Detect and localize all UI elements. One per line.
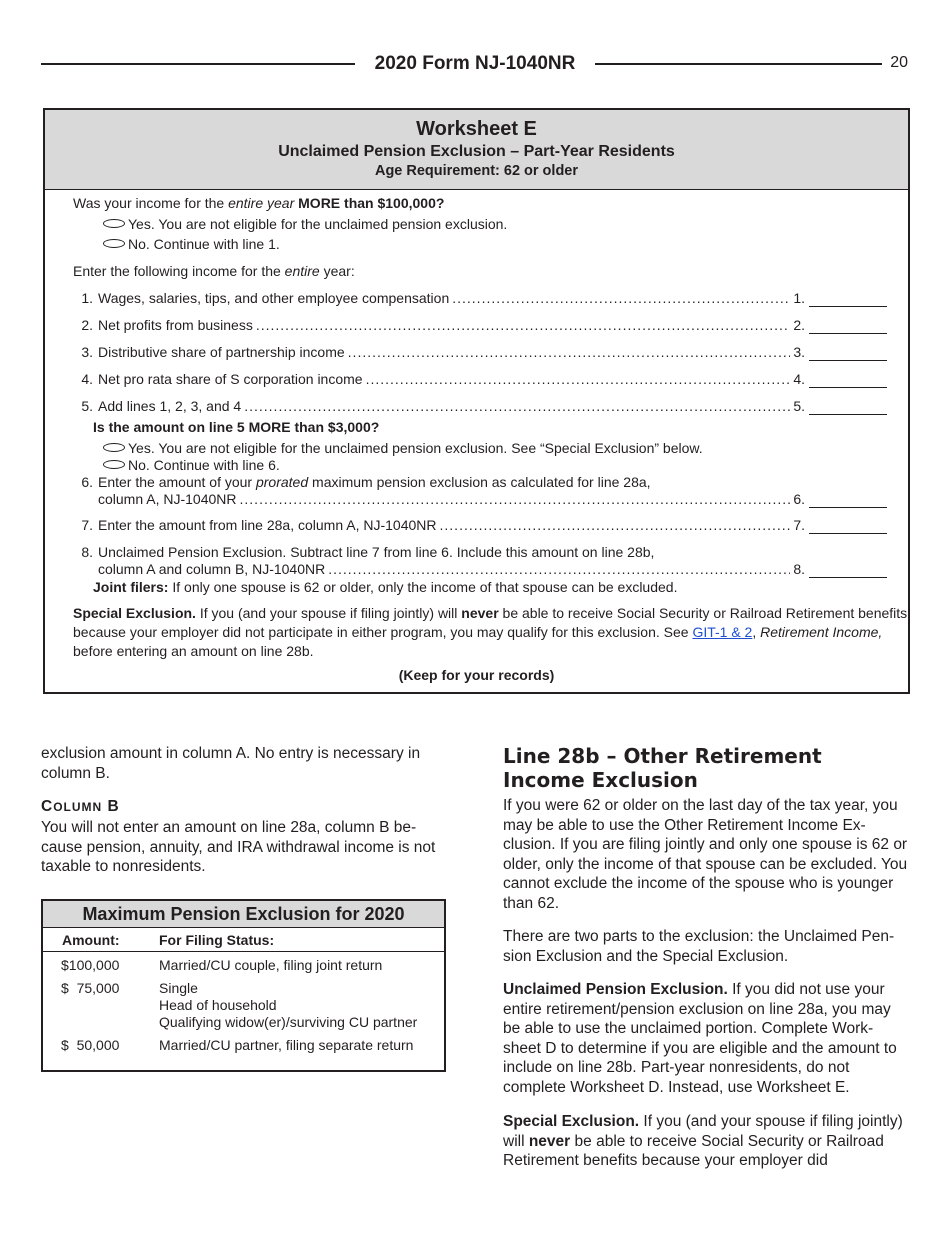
page-number: 20 <box>890 54 908 71</box>
worksheet-line-1: 1. Wages, salaries, tips, and other employee compensation ..... 1. <box>69 290 887 307</box>
right-paragraph-3: Unclaimed Pension Exclusion. If you did not use your entire retirement/pension exclusion on line 28a, you may be able to use the unclaimed portion. Complete Work-sheet D to determine if you are eligible and the amount to include on line 28b. Part-year nonresidents, do not complete Worksheet D. Instead, use Worksheet E. <box>503 981 897 1096</box>
right-paragraph-2: There are two parts to the exclusion: the Unclaimed Pen-sion Exclusion and the Special Exclusion. <box>503 928 895 965</box>
git-link[interactable]: GIT-1 & 2 <box>692 624 753 640</box>
line-6-entry[interactable] <box>809 494 887 508</box>
table-row: $ 50,000 Married/CU partner, filing separate return <box>61 1037 414 1053</box>
worksheet-line-3: 3. Distributive share of partnership income ..... 3. <box>69 344 887 361</box>
enter-income-instruction: Enter the following income for the entire year: <box>73 263 355 279</box>
q1-no-option[interactable]: No. Continue with line 1. <box>103 236 280 253</box>
worksheet-e <box>43 108 910 694</box>
line-1-entry[interactable] <box>809 293 887 307</box>
table-row: $ 75,000 Single Head of household Qualifying widow(er)/surviving CU partner <box>61 980 418 1030</box>
line-3-entry[interactable] <box>809 347 887 361</box>
table-header-row <box>43 928 444 952</box>
line-2-entry[interactable] <box>809 320 887 334</box>
radio-oval-icon[interactable] <box>103 219 125 228</box>
line-8-text: 8. Unclaimed Pension Exclusion. Subtract line 7 from line 6. Include this amount on line 28b, <box>81 544 655 560</box>
worksheet-line-2: 2. Net profits from business ..... 2. <box>69 317 887 334</box>
status-header: For Filing Status: <box>159 932 275 948</box>
line-28b-heading: Line 28b – Other Retirement Income Exclusion <box>503 744 822 792</box>
line-5-question: Is the amount on line 5 MORE than $3,000? <box>93 419 380 435</box>
amount-header: Amount: <box>62 932 120 948</box>
max-pension-table <box>41 899 446 1072</box>
form-title: 2020 Form NJ-1040NR <box>0 53 950 75</box>
radio-oval-icon[interactable] <box>103 239 125 248</box>
keep-for-records: (Keep for your records) <box>398 667 555 683</box>
line-6-text: 6. Enter the amount of your prorated maximum pension exclusion as calculated for line 28a, <box>81 474 651 490</box>
right-paragraph-1: If you were 62 or older on the last day of the tax year, you may be able to use the Other Retirement Income Ex-clusion. If you are filing jointly and only one spouse is 62 or older, only the income of that spouse can be excluded. You cannot exclude the income of the spouse who is younger than 62. <box>503 797 908 912</box>
table-row: $100,000 Married/CU couple, filing joint return <box>61 957 383 973</box>
line-7-entry[interactable] <box>809 520 887 534</box>
radio-oval-icon[interactable] <box>103 460 125 469</box>
table-title: Maximum Pension Exclusion for 2020 <box>43 901 444 928</box>
worksheet-line-6: column A, NJ-1040NR ..... 6. <box>98 491 887 508</box>
special-exclusion-note: Special Exclusion. If you (and your spouse if filing jointly) will never be able to receive Social Security or Railroad Retirement benefits because your employer did not participate in either program, you may qualify for this exclusion. See GIT-1 & 2, Retirement Income, before entering an amount on line 28b. <box>73 605 908 659</box>
income-question: Was your income for the entire year MORE than $100,000? <box>73 195 445 211</box>
worksheet-line-7: 7. Enter the amount from line 28a, column A, NJ-1040NR ..... 7. <box>69 517 887 534</box>
q5-no-option[interactable]: No. Continue with line 6. <box>103 457 280 474</box>
worksheet-line-8: column A and column B, NJ-1040NR ..... 8. <box>98 561 887 578</box>
worksheet-line-5: 5. Add lines 1, 2, 3, and 4 ..... 5. <box>69 398 887 415</box>
radio-oval-icon[interactable] <box>103 443 125 452</box>
right-paragraph-4: Special Exclusion. If you (and your spouse if filing jointly) will never be able to receive Social Security or Railroad Retirement benefits because your employer did <box>503 1113 903 1169</box>
line-4-entry[interactable] <box>809 374 887 388</box>
age-requirement: Age Requirement: 62 or older <box>374 163 579 179</box>
worksheet-title: Worksheet E <box>416 118 537 140</box>
left-paragraph-1: exclusion amount in column A. No entry is necessary in column B. <box>41 745 421 782</box>
line-8-entry[interactable] <box>809 564 887 578</box>
joint-filers-note: Joint filers: If only one spouse is 62 or older, only the income of that spouse can be excluded. <box>93 579 678 595</box>
q5-yes-option[interactable]: Yes. You are not eligible for the unclaimed pension exclusion. See “Special Exclusion” below. <box>103 440 703 457</box>
line-5-entry[interactable] <box>809 401 887 415</box>
worksheet-subtitle: Unclaimed Pension Exclusion – Part-Year Residents <box>278 143 675 160</box>
left-paragraph-2: You will not enter an amount on line 28a, column B be-cause pension, annuity, and IRA withdrawal income is not taxable to nonresidents. <box>41 819 436 875</box>
column-b-heading: COLUMN B <box>41 798 120 815</box>
worksheet-header <box>45 110 908 190</box>
q1-yes-option[interactable]: Yes. You are not eligible for the unclaimed pension exclusion. <box>103 216 507 233</box>
worksheet-line-4: 4. Net pro rata share of S corporation income ..... 4. <box>69 371 887 388</box>
